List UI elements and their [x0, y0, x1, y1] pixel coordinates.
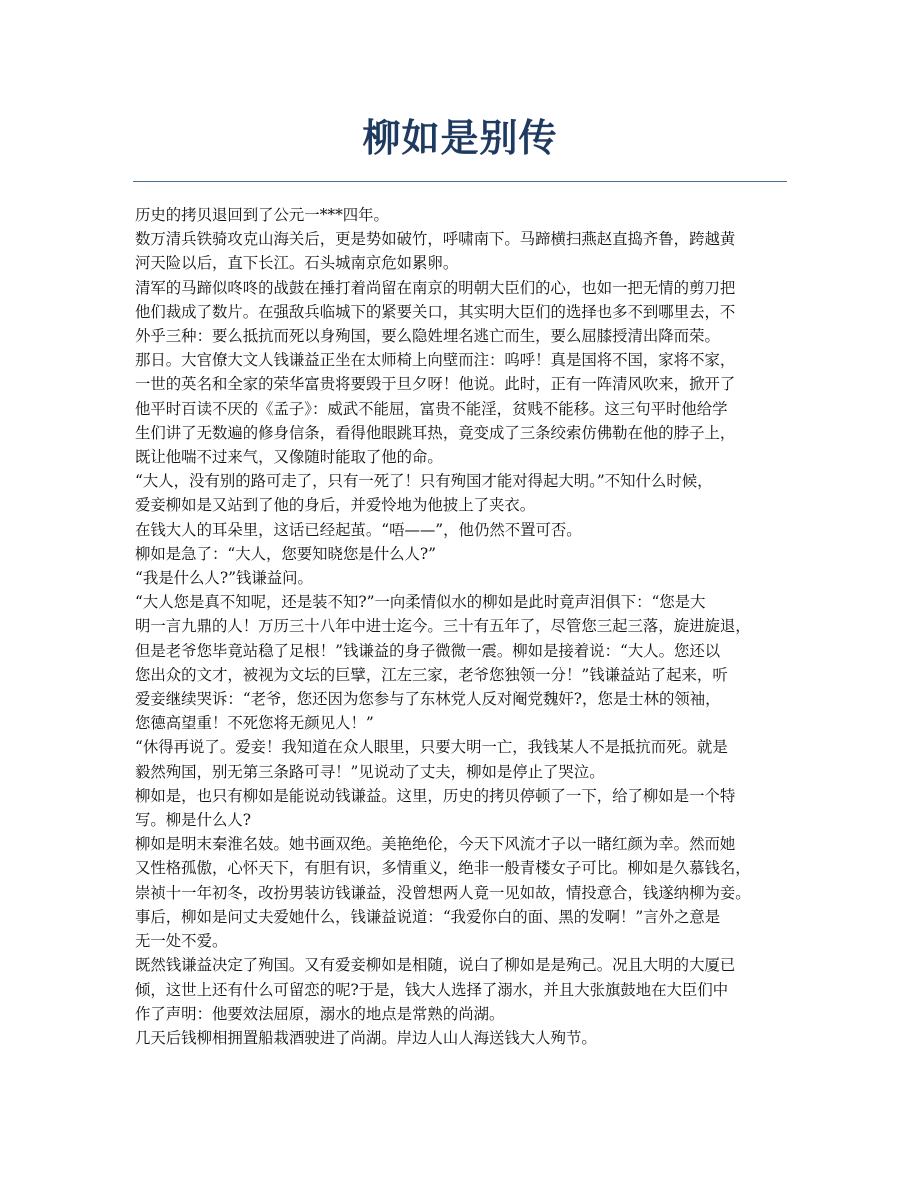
paragraph: [135, 227, 800, 275]
paragraph: [135, 566, 800, 590]
paragraph-line: 历史的拷贝退回到了公元一***四年。: [135, 206, 389, 224]
paragraph-line: 既让他喘不过来气，又像随时能取了他的命。: [135, 448, 443, 467]
paragraph: [135, 1026, 800, 1050]
paragraph-line: 那日。大官僚大文人钱谦益正坐在太师椅上向壁而注：呜呼！真是国将不国，家将不家，: [135, 351, 736, 370]
paragraph-line: 柳如是，也只有柳如是能说动钱谦益。这里，历史的拷贝停顿了一下，给了柳如是一个特: [135, 786, 736, 805]
paragraph-line: “大人您是真不知呢，还是装不知?”一向柔情似水的柳如是此时竟声泪俱下：“您是大: [135, 593, 706, 612]
paragraph-line: 明一言九鼎的人！万历三十八年中进士迄今。三十有五年了，尽管您三起三落，旋进旋退，: [135, 617, 751, 636]
paragraph: [135, 276, 800, 349]
paragraph-line: 他平时百读不厌的《孟子》：威武不能屈，富贵不能淫，贫贱不能移。这三句平时他给学: [135, 399, 728, 418]
page-title: 柳如是别传: [362, 116, 558, 160]
paragraph-line: 但是老爷您毕竟站稳了足根！”钱谦益的身子微微一震。柳如是接着说：“大人。您还以: [135, 641, 721, 660]
paragraph: [135, 518, 800, 542]
paragraph-line: 河天险以后，直下长江。石头城南京危如累卵。: [135, 254, 459, 273]
paragraph-line: 倾，这世上还有什么可留恋的呢?于是，钱大人选择了溺水，并且大张旗鼓地在大臣们中: [135, 980, 729, 999]
paragraph: [135, 469, 800, 517]
paragraph-line: 既然钱谦益决定了殉国。又有爱妾柳如是相随，说白了柳如是是殉己。况且大明的大厦已: [135, 956, 736, 975]
paragraph-line: 柳如是明末秦淮名妓。她书画双绝。美艳绝伦，今天下风流才子以一睹红颜为幸。然而她: [135, 835, 736, 854]
paragraph: [135, 784, 800, 832]
paragraph-line: 您德高望重！不死您将无颜见人！”: [135, 714, 374, 733]
paragraph-line: 无一处不爱。: [135, 932, 228, 951]
paragraph-line: 写。柳是什么人?: [135, 811, 251, 830]
paragraph-line: 一世的英名和全家的荣华富贵将要毁于旦夕呀！他说。此时，正有一阵清风吹来，掀开了: [135, 375, 736, 394]
paragraph-line: 柳如是急了：“大人，您要知晓您是什么人?”: [135, 544, 437, 563]
paragraph-line: 生们讲了无数遍的修身信条，看得他眼跳耳热，竟变成了三条绞索仿佛勒在他的脖子上，: [135, 423, 736, 442]
paragraph-line: 爱妾柳如是又站到了他的身后，并爱怜地为他披上了夹衣。: [135, 496, 536, 515]
paragraph: [135, 590, 800, 735]
paragraph: [135, 832, 800, 953]
paragraph-line: 爱妾继续哭诉：“老爷，您还因为您参与了东林党人反对阉党魏奸?，您是士林的领袖，: [135, 690, 721, 709]
paragraph-line: 毅然殉国，别无第三条路可寻！”见说动了丈夫，柳如是停止了哭泣。: [135, 762, 605, 781]
paragraph-line: 几天后钱柳相拥置船栽酒驶进了尚湖。岸边人山人海送钱大人殉节。: [135, 1028, 597, 1047]
paragraph-line: “大人，没有别的路可走了，只有一死了！只有殉国才能对得起大明。”不知什么时候，: [135, 472, 713, 491]
paragraph-line: 崇祯十一年初冬，改扮男装访钱谦益，没曾想两人竟一见如故，情投意合，钱遂纳柳为妾。: [135, 883, 751, 902]
paragraph-line: 清军的马蹄似咚咚的战鼓在捶打着尚留在南京的明朝大臣们的心，也如一把无情的剪刀把: [135, 278, 736, 297]
paragraph-line: 作了声明：他要效法屈原，溺水的地点是常熟的尚湖。: [135, 1004, 505, 1023]
paragraph-line: 他们裁成了数片。在强敌兵临城下的紧要关口，其实明大臣们的选择也多不到哪里去，不: [135, 302, 736, 321]
title-divider: [133, 181, 787, 182]
paragraph-line: 又性格孤傲，心怀天下，有胆有识，多情重义，绝非一般青楼女子可比。柳如是久慕钱名，: [135, 859, 751, 878]
article-body: [135, 203, 800, 1050]
paragraph-line: 在钱大人的耳朵里，这话已经起茧。“唔——”，他仍然不置可否。: [135, 520, 582, 539]
paragraph: [135, 542, 800, 566]
paragraph: [135, 953, 800, 1026]
paragraph-line: 您出众的文才，被视为文坛的巨擘，江左三家，老爷您独领一分！”钱谦益站了起来，听: [135, 665, 728, 684]
paragraph-line: 数万清兵铁骑攻克山海关后，更是势如破竹，呼啸南下。马蹄横扫燕赵直捣齐鲁，跨越黄: [135, 230, 736, 249]
paragraph-line: “休得再说了。爱妾！我知道在众人眼里，只要大明一亡，我钱某人不是抵抗而死。就是: [135, 738, 728, 757]
paragraph: [135, 348, 800, 469]
paragraph-line: 外乎三种：要么抵抗而死以身殉国，要么隐姓埋名逃亡而生，要么屈膝授清出降而荣。: [135, 327, 720, 346]
paragraph: [135, 203, 800, 227]
paragraph-line: “我是什么人?”钱谦益问。: [135, 569, 313, 588]
paragraph: [135, 735, 800, 783]
paragraph-line: 事后，柳如是问丈夫爱她什么，钱谦益说道：“我爱你白的面、黑的发啊！”言外之意是: [135, 907, 721, 926]
